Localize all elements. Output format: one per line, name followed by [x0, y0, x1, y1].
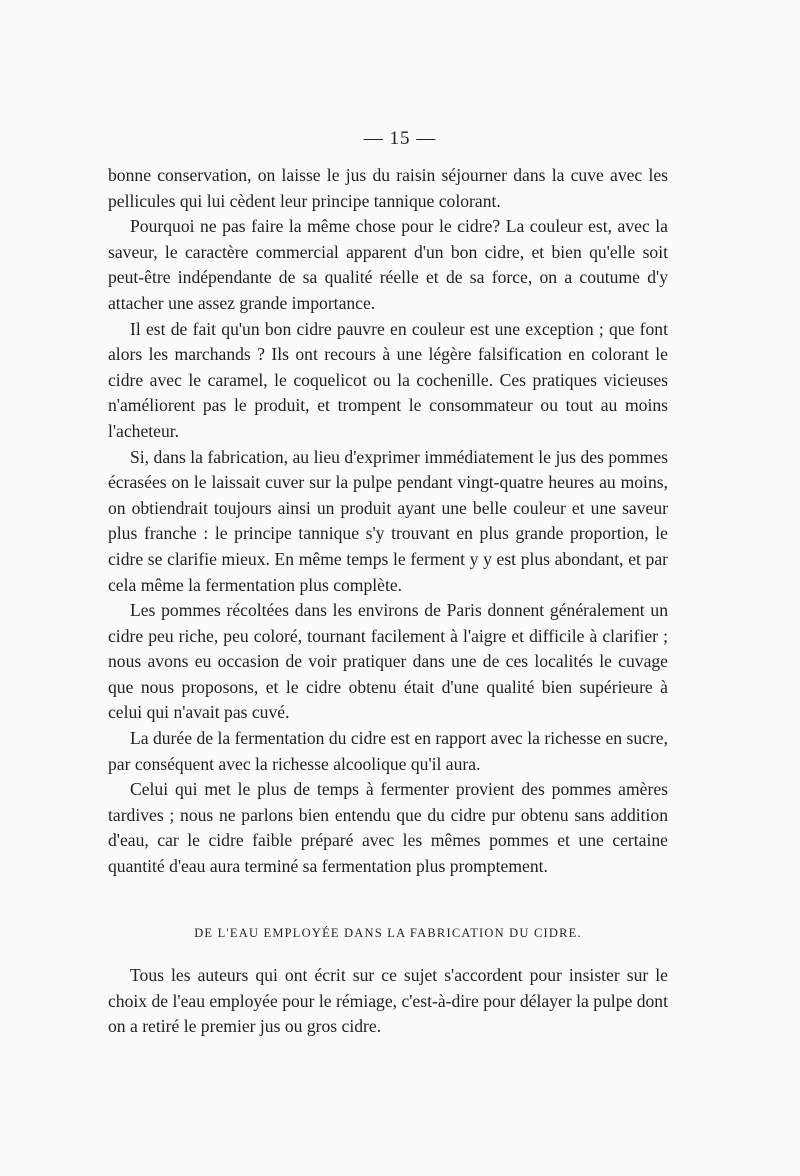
section-text [108, 963, 668, 1040]
paragraph: Si, dans la fabrication, au lieu d'exprimer immédiatement le jus des pommes écrasées on le laissait cuver sur la pulpe pendant vingt-quatre heures au moins, on obtiendrait toujours ainsi un produit ayant une belle couleur et une saveur plus franche : le principe tannique s'y trouvant en plus grande proportion, le cidre se clarifie mieux. En même temps le ferment y y est plus abondant, et par cela même la fermentation plus complète. [108, 446, 668, 595]
page-number: — 15 — [363, 128, 437, 149]
paragraph: Il est de fait qu'un bon cidre pauvre en couleur est une exception ; que font alors les marchands ? Ils ont recours à une légère falsification en colorant le cidre avec le caramel, le coquelicot ou la cochenille. Ces pratiques vicieuses n'améliorent pas le produit, et trompent le consommateur ou tout au moins l'acheteur. [108, 318, 668, 441]
section-heading: DE L'EAU EMPLOYÉE DANS LA FABRICATION DU CIDRE. [194, 926, 582, 940]
body-text [108, 163, 668, 880]
paragraph: bonne conservation, on laisse le jus du raisin séjourner dans la cuve avec les pellicules qui lui cèdent leur principe tannique colorant. [108, 165, 668, 211]
paragraph: Les pommes récoltées dans les environs de Paris donnent généralement un cidre peu riche, peu coloré, tournant facilement à l'aigre et difficile à clarifier ; nous avons eu occasion de voir pratiquer dans une de ces localités le cuvage que nous proposons, et le cidre obtenu était d'une qualité bien supérieure à celui qui n'avait pas cuvé. [108, 600, 668, 723]
paragraph: Celui qui met le plus de temps à fermenter provient des pommes amères tardives ; nous ne parlons bien entendu que du cidre pur obtenu sans addition d'eau, car le cidre faible préparé avec les mêmes pommes et une certaine quantité d'eau aura terminé sa fermentation plus promptement. [108, 779, 668, 877]
paragraph: Tous les auteurs qui ont écrit sur ce sujet s'accordent pour insister sur le choix de l'eau employée pour le rémiage, c'est-à-dire pour délayer la pulpe dont on a retiré le premier jus ou gros cidre. [108, 965, 668, 1037]
paragraph: Pourquoi ne pas faire la même chose pour le cidre? La couleur est, avec la saveur, le caractère commercial apparent d'un bon cidre, et bien qu'elle soit peut-être indépendante de sa qualité réelle et de sa force, on a coutume d'y attacher une assez grande importance. [108, 216, 668, 313]
paragraph: La durée de la fermentation du cidre est en rapport avec la richesse en sucre, par conséquent avec la richesse alcoolique qu'il aura. [108, 728, 668, 774]
